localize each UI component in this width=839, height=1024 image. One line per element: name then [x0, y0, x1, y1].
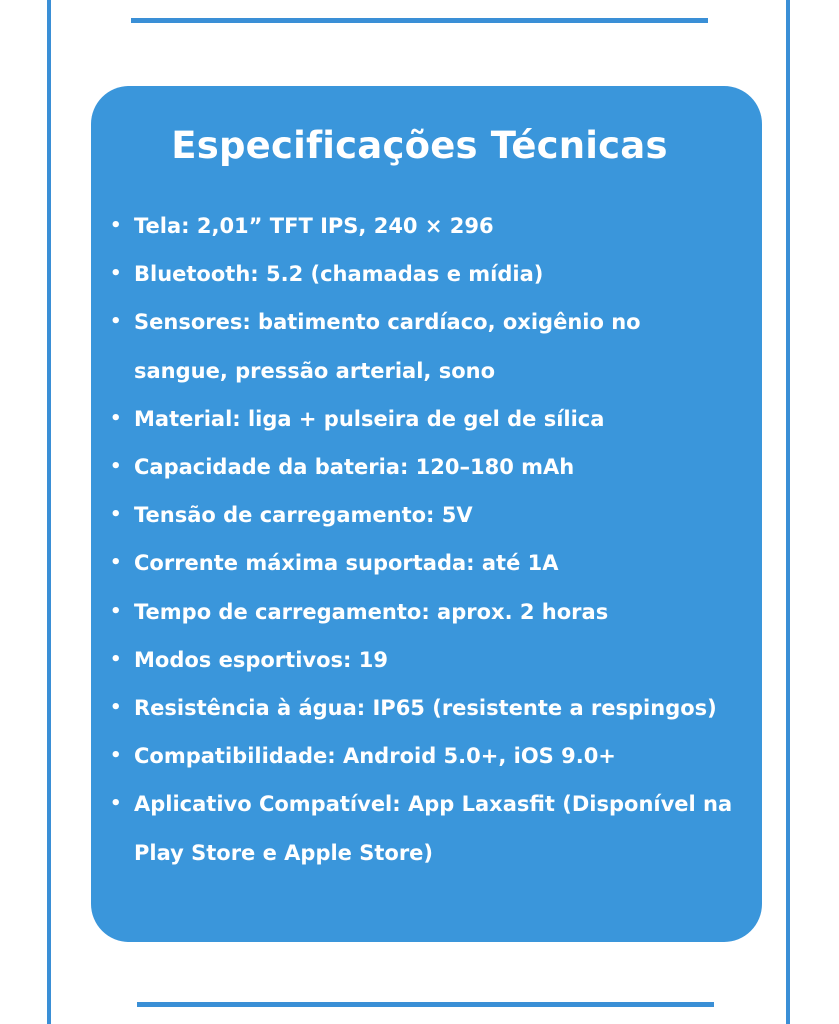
bullet-icon: •: [110, 648, 122, 670]
spec-item-voltage: [106, 491, 736, 539]
spec-text: Material: liga + pulseira de gel de sílica: [134, 406, 605, 431]
spec-item-bluetooth: [106, 250, 736, 298]
bullet-icon: •: [110, 407, 122, 429]
spec-text: Aplicativo Compatível: App Laxasfit (Disponível na Play Store e Apple Store): [134, 792, 733, 865]
bullet-icon: •: [110, 793, 122, 815]
bullet-icon: •: [110, 745, 122, 767]
specs-title: Especificações Técnicas: [171, 124, 668, 167]
spec-item-charge-time: [106, 588, 736, 636]
top-divider: [131, 18, 708, 23]
bullet-icon: •: [110, 600, 122, 622]
bullet-icon: •: [110, 263, 122, 285]
bullet-icon: •: [110, 697, 122, 719]
spec-item-app: [106, 780, 736, 876]
spec-item-current: [106, 539, 736, 587]
spec-text: Tempo de carregamento: aprox. 2 horas: [134, 599, 609, 624]
bullet-icon: •: [110, 552, 122, 574]
spec-item-sensors: [106, 298, 736, 394]
spec-text: Compatibilidade: Android 5.0+, iOS 9.0+: [134, 744, 616, 769]
spec-text: Corrente máxima suportada: até 1A: [134, 551, 559, 576]
spec-item-compatibility: [106, 732, 736, 780]
spec-text: Tela: 2,01” TFT IPS, 240 × 296: [134, 214, 494, 238]
bullet-icon: •: [110, 215, 122, 236]
spec-item-water-resistance: [106, 684, 736, 732]
spec-text: Capacidade da bateria: 120–180 mAh: [134, 455, 575, 480]
bullet-icon: •: [110, 311, 122, 333]
spec-item-sport-modes: [106, 636, 736, 684]
spec-text: Sensores: batimento cardíaco, oxigênio no sangue, pressão arterial, sono: [134, 310, 641, 383]
spec-item-material: [106, 395, 736, 443]
bullet-icon: •: [110, 456, 122, 478]
spec-text: Tensão de carregamento: 5V: [134, 503, 473, 528]
spec-text: Modos esportivos: 19: [134, 647, 388, 672]
spec-text: Resistência à água: IP65 (resistente a respingos): [134, 696, 717, 721]
bullet-icon: •: [110, 504, 122, 526]
spec-item-screen: [106, 202, 736, 250]
spec-item-battery: [106, 443, 736, 491]
spec-text: Bluetooth: 5.2 (chamadas e mídia): [134, 262, 544, 287]
bottom-divider: [137, 1002, 714, 1007]
specs-list: [106, 202, 736, 877]
